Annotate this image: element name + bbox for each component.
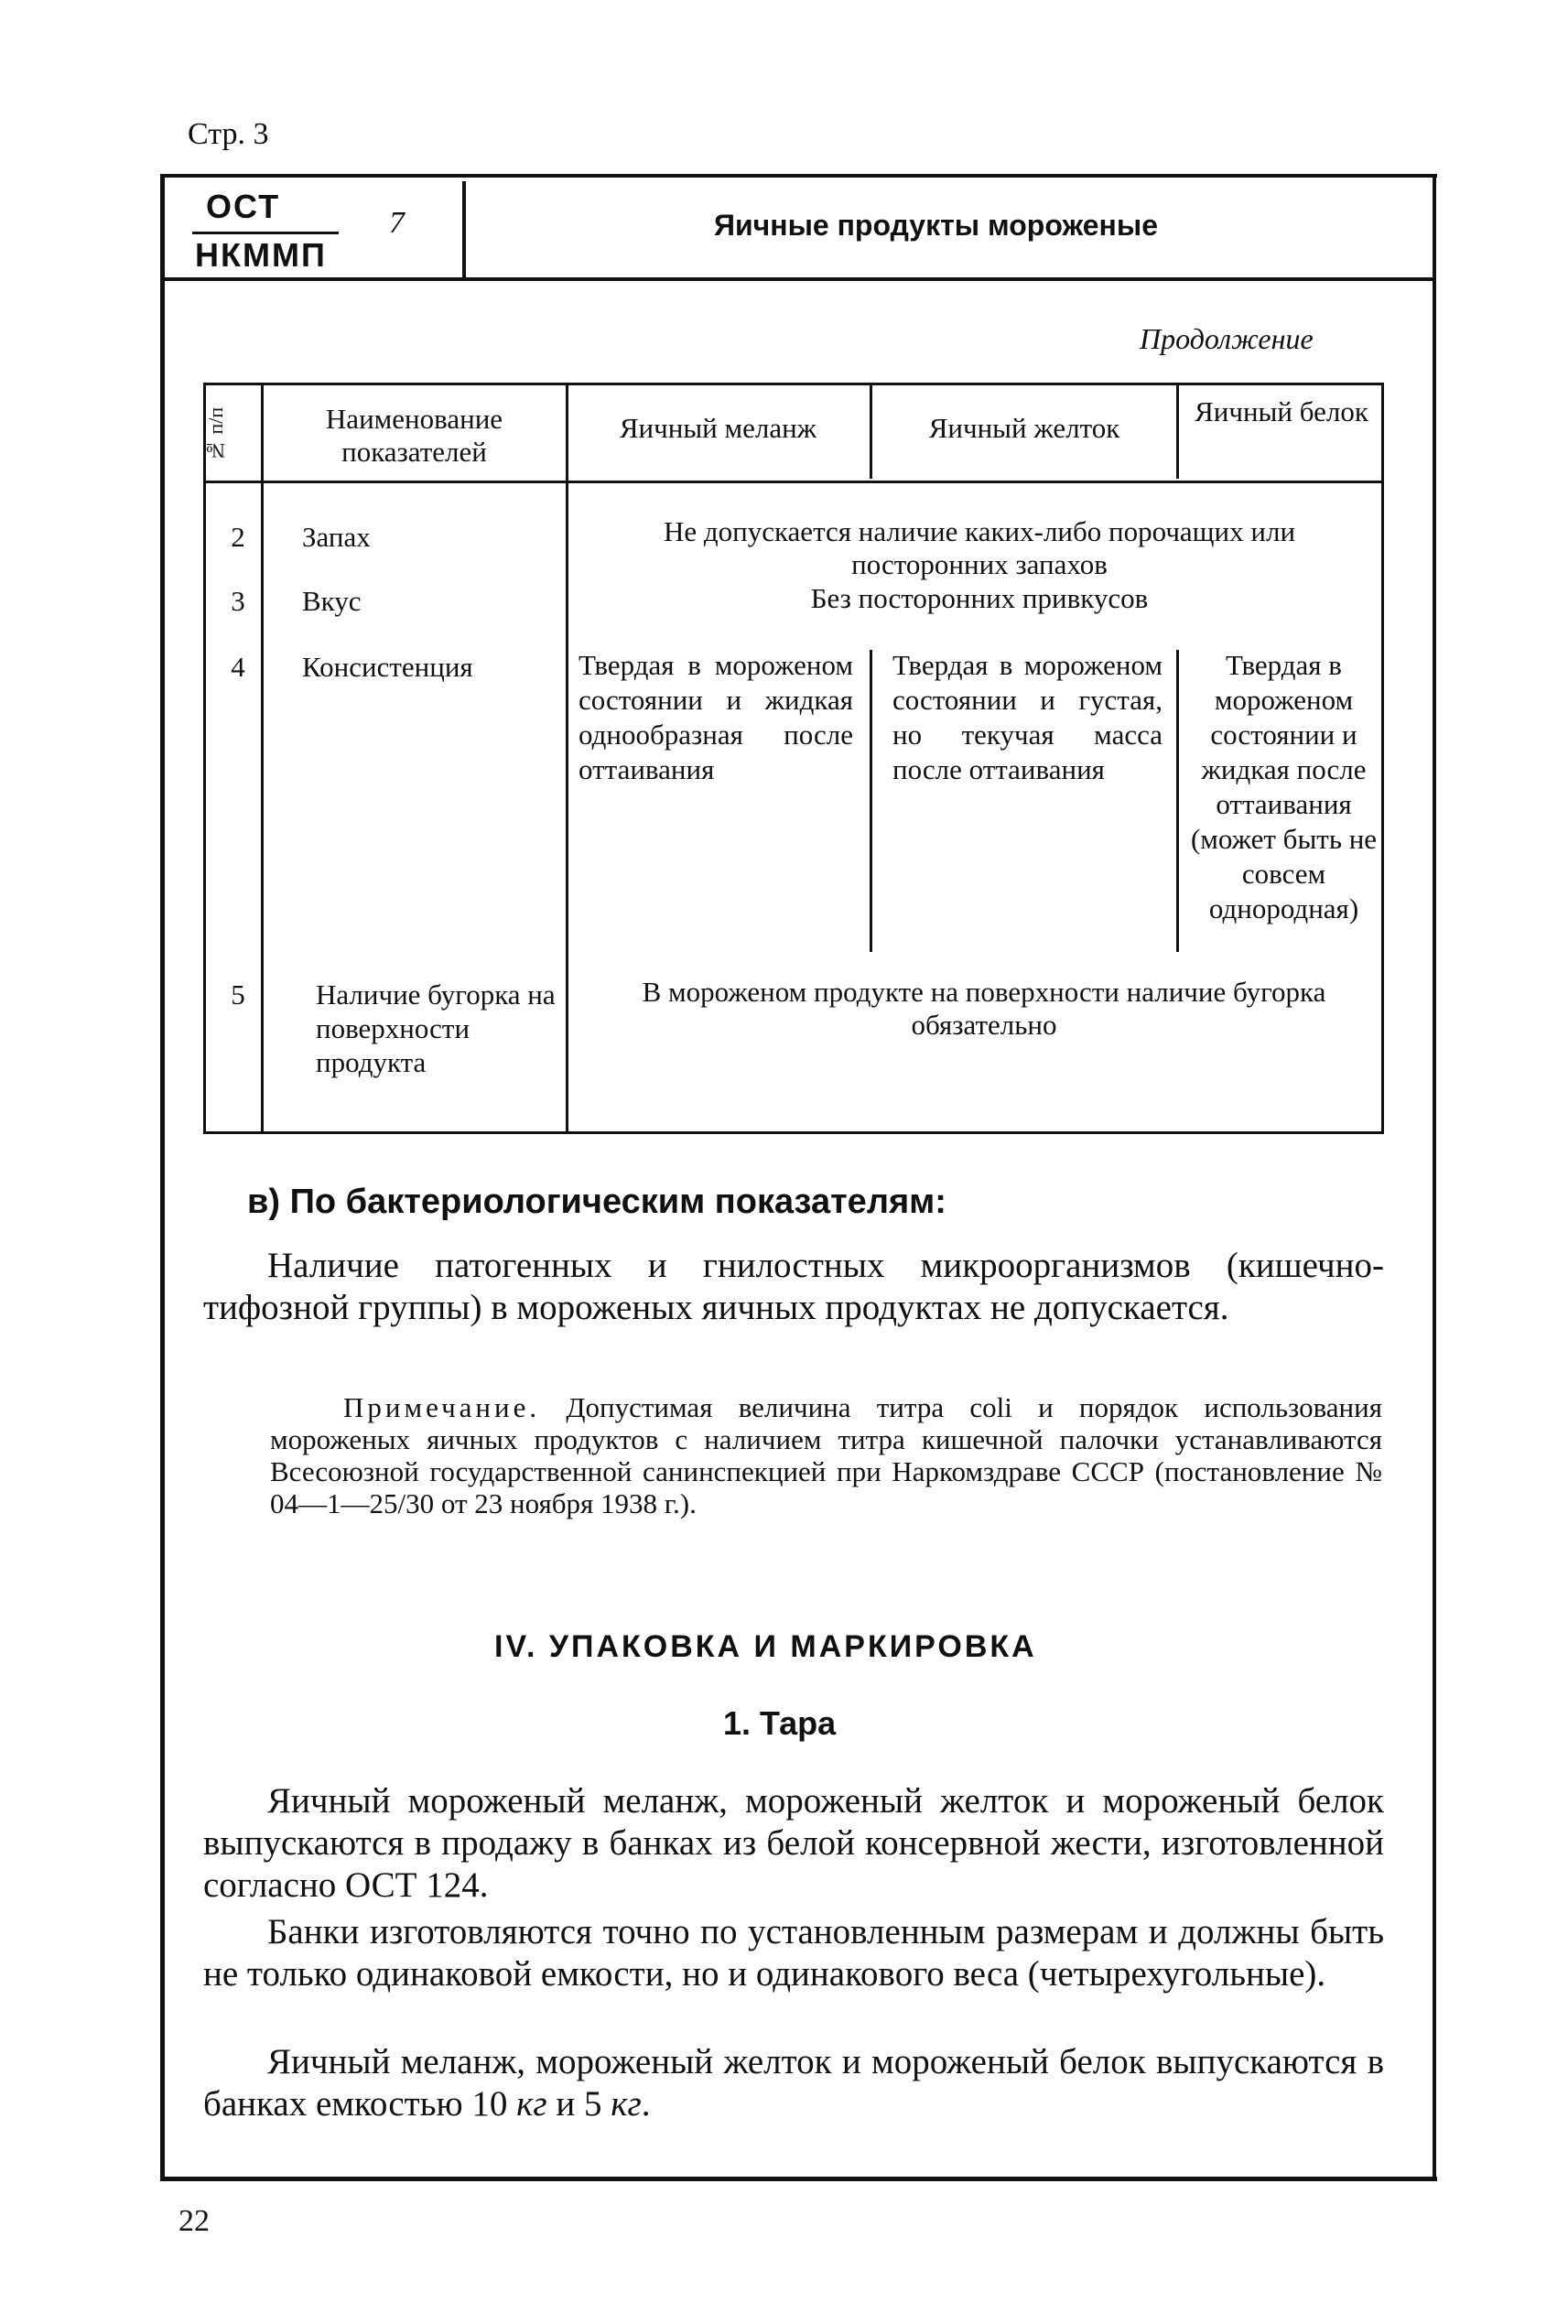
continuation-label: Продолжение — [1140, 322, 1314, 355]
row-4-yolk: Твердая в мороженом состоянии и густая, но текучая масса после оттаивания — [892, 649, 1162, 785]
table-left-edge — [203, 383, 206, 1131]
standard-number: 7 — [389, 206, 405, 240]
header-name: Наименование показателей — [325, 403, 503, 468]
standard-code-rule — [192, 232, 339, 234]
note-text: Допустимая величина титра coli и порядок использования мороженых яичных продуктов с наличием титра кишечной палочки устанавливаются Всесоюзной государственной санинспекцией при Наркомздраве СССР (постановление № 04—1—25/30 от 23 ноября 1938 г.). — [270, 1391, 1382, 1519]
page-number: 22 — [178, 2204, 210, 2238]
table-bottom-rule — [203, 1131, 1384, 1134]
row-4-name: Консистенция — [302, 651, 473, 683]
note-block — [270, 1391, 1382, 1519]
table-col-divider-2 — [566, 383, 568, 1131]
row-2-num: 2 — [231, 521, 245, 553]
table-header-rule — [203, 481, 1384, 483]
row-3-value: Без посторонних привкусов — [810, 582, 1149, 614]
table-col-divider-1 — [261, 383, 264, 1131]
standard-code-ost: ОСТ — [206, 188, 281, 225]
paragraph-tara-2: Банки изготовляются точно по установленным размерам и должны быть не только одинаковой емкости, но и одинакового веса (четырехугольные). — [203, 1912, 1384, 1994]
paragraph-tara-3-end: . — [641, 2084, 651, 2124]
section-b-heading: в) По бактериологическим показателям: — [247, 1183, 946, 1221]
header-yolk: Яичный желток — [928, 412, 1120, 444]
paragraph-bacteriological: Наличие патогенных и гнилостных микроорганизмов (кишечно-тифозной группы) в мороженых яичных продуктах не допускается. — [203, 1246, 1384, 1327]
table-col-divider-4 — [1176, 383, 1179, 479]
frame-left-border — [160, 174, 165, 2178]
row-4-num: 4 — [231, 651, 245, 683]
unit-kg: кг — [516, 2084, 547, 2124]
section-iv-heading: IV. УПАКОВКА И МАРКИРОВКА — [494, 1629, 1037, 1664]
subsection-tara-heading: 1. Тара — [723, 1704, 837, 1742]
page-label: Стр. 3 — [188, 117, 269, 151]
frame-bottom-border — [160, 2177, 1437, 2181]
header-white: Яичный белок — [1195, 395, 1368, 427]
paragraph-tara-3 — [203, 2041, 1384, 2125]
unit-kg: кг — [611, 2084, 642, 2124]
frame-right-border — [1433, 174, 1436, 2178]
header-melange: Яичный меланж — [619, 412, 817, 444]
row-5-num: 5 — [231, 978, 245, 1011]
header-separator — [165, 277, 1433, 281]
document-title: Яичные продукты мороженые — [714, 209, 1158, 242]
header-divider — [462, 181, 466, 277]
paragraph-tara-3-mid: и 5 — [556, 2084, 602, 2124]
paragraph-tara-1: Яичный мороженый меланж, мороженый желток и мороженый белок выпускаются в продажу в банках из белой консервной жести, изготовленной согласно ОСТ 124. — [203, 1781, 1384, 1905]
row-5-name: Наличие бугорка на поверхности продукта — [316, 978, 556, 1078]
table-col-divider-3b — [870, 650, 872, 952]
row-3-num: 3 — [231, 585, 245, 617]
row-4-white: Твердая в мороженом состоянии и жидкая после оттаивания (может быть не совсем однородная) — [1190, 649, 1378, 924]
table-col-divider-4b — [1176, 650, 1179, 952]
row-5-value: В мороженом продукте на поверхности наличие бугорка обязательно — [642, 976, 1326, 1041]
row-3-name: Вкус — [302, 585, 362, 617]
table-right-edge — [1381, 383, 1384, 1131]
row-4-melange: Твердая в мороженом состоянии и жидкая однообразная после оттаивания — [579, 649, 853, 785]
row-2-value: Не допускается наличие каких-либо порочащих или посторонних запахов — [663, 515, 1296, 580]
table-top-rule — [203, 383, 1384, 385]
note-label: Примечание. — [343, 1391, 541, 1423]
table-col-divider-3 — [870, 383, 872, 479]
paragraph-tara-3-start: Яичный меланж, мороженый желток и мороженый белок выпускаются в банках емкостью 10 — [203, 2042, 1384, 2124]
frame-top-border — [160, 174, 1437, 178]
row-2-name: Запах — [302, 521, 371, 553]
header-num: № п/п — [204, 406, 227, 463]
standard-code-nkmmp: НКММП — [195, 236, 327, 274]
